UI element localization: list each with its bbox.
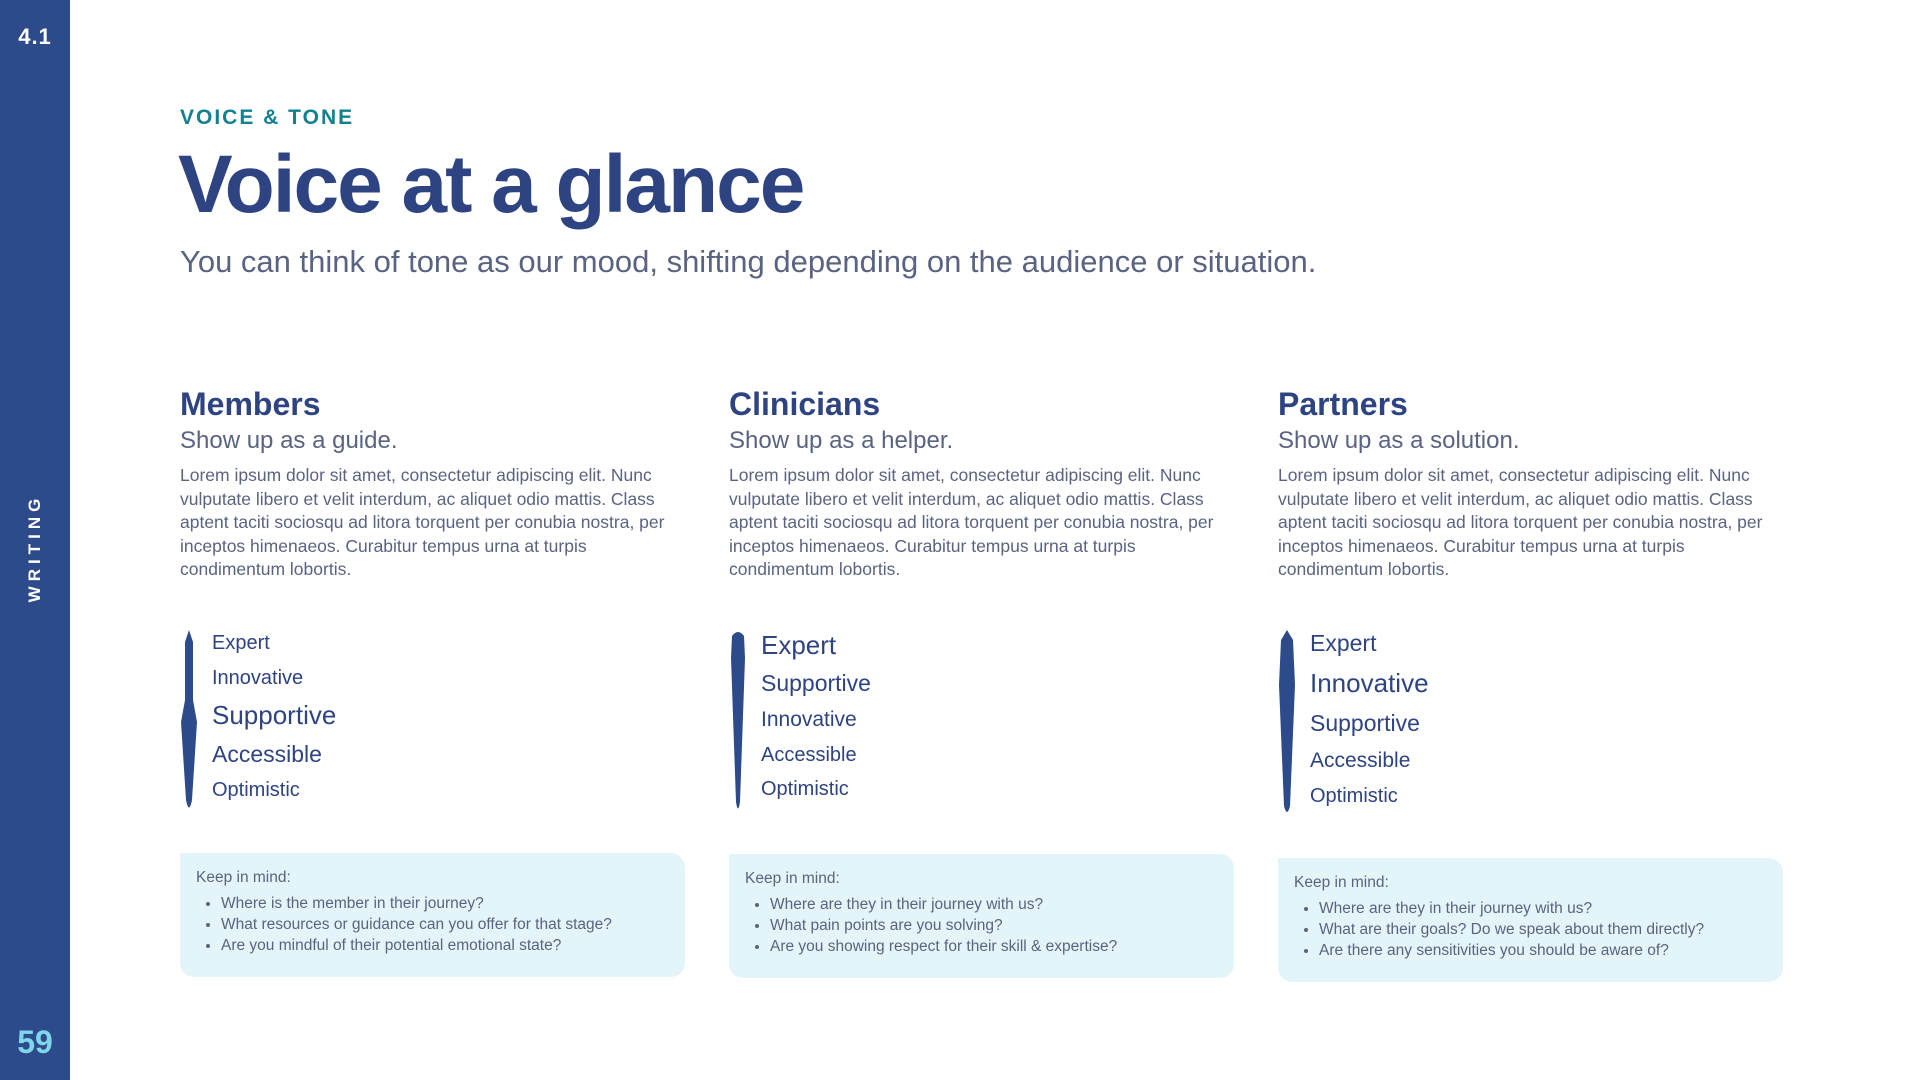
tone-item: Optimistic xyxy=(761,777,849,800)
tone-item: Accessible xyxy=(212,740,322,767)
tone-item: Accessible xyxy=(761,743,857,766)
audience-column-clinicians xyxy=(729,384,1234,815)
keep-in-mind-note xyxy=(180,853,685,977)
section-label: WRITING xyxy=(25,493,44,603)
tone-spindle-icon xyxy=(1278,630,1296,815)
note-item: • Are there any sensitivities you should be aware of? xyxy=(1319,940,1767,961)
note-item: • What are their goals? Do we speak about them directly? xyxy=(1319,919,1767,940)
column-title: Clinicians xyxy=(729,386,881,422)
column-body: Lorem ipsum dolor sit amet, consectetur adipiscing elit. Nunc vulputate libero et velit interdum, ac aliquet odio mattis. Class aptent taciti sociosqu ad litora torquent per conubia nostra, per inceptos himenaeos. Curabitur tempus urna at turpis condimentum lobortis. xyxy=(180,465,665,579)
tone-spindle-icon xyxy=(729,630,747,815)
column-tagline: Show up as a solution. xyxy=(1278,427,1520,454)
note-list xyxy=(745,894,1218,957)
tone-item: Supportive xyxy=(761,669,871,696)
tone-scale xyxy=(729,630,1234,815)
tone-scale xyxy=(180,630,685,815)
tone-scale xyxy=(1278,630,1783,815)
note-list xyxy=(1294,898,1767,961)
column-title: Members xyxy=(180,386,321,422)
tone-item: Innovative xyxy=(761,707,857,731)
audience-column-partners xyxy=(1278,384,1783,815)
note-item: • Where is the member in their journey? xyxy=(221,893,669,914)
keep-in-mind-note xyxy=(729,854,1234,978)
note-heading: Keep in mind: xyxy=(1294,874,1389,891)
note-item: • What pain points are you solving? xyxy=(770,915,1218,936)
tone-spindle-icon xyxy=(180,630,198,815)
note-heading: Keep in mind: xyxy=(745,870,840,887)
sidebar xyxy=(0,0,70,1080)
tone-item: Innovative xyxy=(1310,667,1429,698)
audience-column-members xyxy=(180,384,685,815)
eyebrow-label: VOICE & TONE xyxy=(180,106,355,129)
page-number: 59 xyxy=(17,1024,53,1060)
column-body: Lorem ipsum dolor sit amet, consectetur adipiscing elit. Nunc vulputate libero et velit interdum, ac aliquet odio mattis. Class aptent taciti sociosqu ad litora torquent per conubia nostra, per inceptos himenaeos. Curabitur tempus urna at turpis condimentum lobortis. xyxy=(1278,465,1763,579)
column-body: Lorem ipsum dolor sit amet, consectetur adipiscing elit. Nunc vulputate libero et velit interdum, ac aliquet odio mattis. Class aptent taciti sociosqu ad litora torquent per conubia nostra, per inceptos himenaeos. Curabitur tempus urna at turpis condimentum lobortis. xyxy=(729,465,1214,579)
column-tagline: Show up as a guide. xyxy=(180,427,398,454)
note-item: • Where are they in their journey with us? xyxy=(1319,898,1767,919)
note-item: • What resources or guidance can you offer for that stage? xyxy=(221,914,669,935)
section-number: 4.1 xyxy=(18,24,52,49)
tone-item: Accessible xyxy=(1310,748,1411,772)
note-item: • Are you mindful of their potential emotional state? xyxy=(221,935,669,956)
page-title: Voice at a glance xyxy=(178,139,804,230)
page-subtitle: You can think of tone as our mood, shifting depending on the audience or situation. xyxy=(180,244,1317,279)
note-list xyxy=(196,893,669,956)
tone-item: Expert xyxy=(761,629,837,660)
tone-item: Supportive xyxy=(212,699,337,730)
column-title: Partners xyxy=(1278,386,1408,422)
tone-item: Optimistic xyxy=(212,778,300,801)
tone-item: Supportive xyxy=(1310,709,1420,736)
tone-item: Optimistic xyxy=(1310,784,1398,807)
note-item: • Are you showing respect for their skill & expertise? xyxy=(770,936,1218,957)
tone-item: Expert xyxy=(1310,629,1377,656)
tone-item: Expert xyxy=(212,631,270,654)
column-tagline: Show up as a helper. xyxy=(729,427,954,454)
keep-in-mind-note xyxy=(1278,858,1783,982)
note-item: • Where are they in their journey with us? xyxy=(770,894,1218,915)
tone-item: Innovative xyxy=(212,666,304,689)
note-heading: Keep in mind: xyxy=(196,869,291,886)
